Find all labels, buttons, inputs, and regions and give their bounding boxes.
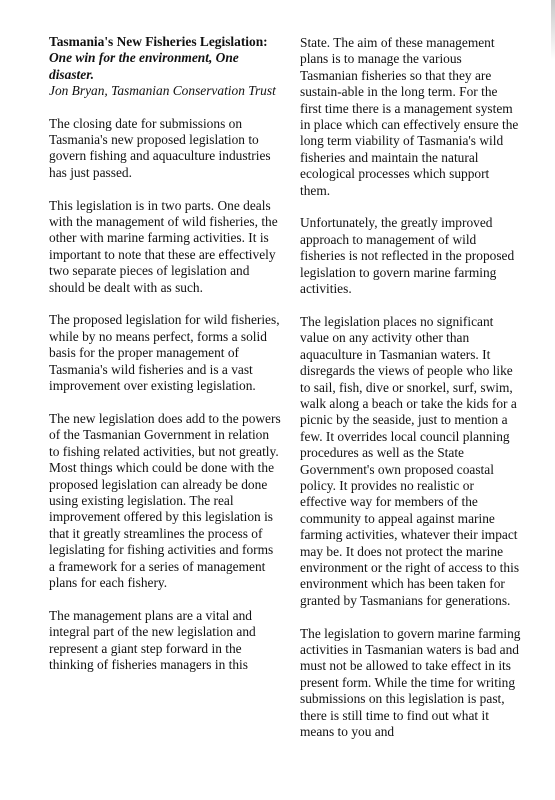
paragraph: The management plans are a vital and integral part of the new legislation and represent a giant step forward in the thinking of fisheries managers in this <box>49 607 256 672</box>
paragraph: The legislation to govern marine farming activities in Tasmanian waters is bad and must not be allowed to take effect in its present form. While the time for writing submissions on this legislation is past, there is still time to find out what it means to you and <box>300 625 521 740</box>
paragraph: Unfortunately, the greatly improved approach to management of wild fisheries is not reflected in the proposed legislation to govern marine farming activities. <box>300 215 515 297</box>
paragraph: The closing date for submissions on Tasmania's new proposed legislation to govern fishing and aquaculture industries has just passed. <box>49 115 271 180</box>
paragraph: The legislation places no significant value on any activity other than aquaculture in Tasmanian waters. It disregards the views of people who like to sail, fish, dive or snorkel, surf, swim, walk along a beach or take the kids for a picnic by the seaside, just to mention a few. It overrides local council planning procedures as well as the State Government's own proposed coastal policy. It provides no realistic or effective way for members of the community to appeal against marine farming activities, whatever their impact may be. It does not protect the marine environment or the right of access to this environment which has been taken for granted by Tasmanians for generations. <box>300 313 520 608</box>
paragraph: State. The aim of these management plans is to manage the various Tasmanian fisheries so that they are sustain-able in the long term. For the first time there is a management system in place which can effectively ensure the long term viability of Tasmania's wild fisheries and maintain the natural ecological processes which support them. <box>300 35 519 198</box>
left-column <box>49 34 281 690</box>
article-header <box>49 34 281 100</box>
article-byline: Jon Bryan, Tasmanian Conservation Trust <box>49 83 276 99</box>
paragraph: The new legislation does add to the powers of the Tasmanian Government in relation to fishing related activities, but not greatly. Most things which could be done with the proposed legislation can already be done using existing legislation. The real improvement offered by this legislation is that it greatly streamlines the process of legislating for fishing activities and forms a framework for a series of management plans for each fishery. <box>49 410 281 590</box>
paragraph: The proposed legislation for wild fisheries, while by no means perfect, forms a solid basis for the proper management of Tasmania's wild fisheries and is a vast improvement over existing legislation. <box>49 312 280 394</box>
right-column <box>300 35 522 757</box>
article-title: Tasmania's New Fisheries Legislation: <box>49 34 268 49</box>
paragraph: This legislation is in two parts. One deals with the management of wild fisheries, the other with marine farming activities. It is important to note that these are effectively two separate pieces of legislation and should be dealt with as such. <box>49 197 278 295</box>
article-subtitle: One win for the environment, One disaster. <box>49 50 239 82</box>
page-edge-shadow <box>551 0 555 60</box>
